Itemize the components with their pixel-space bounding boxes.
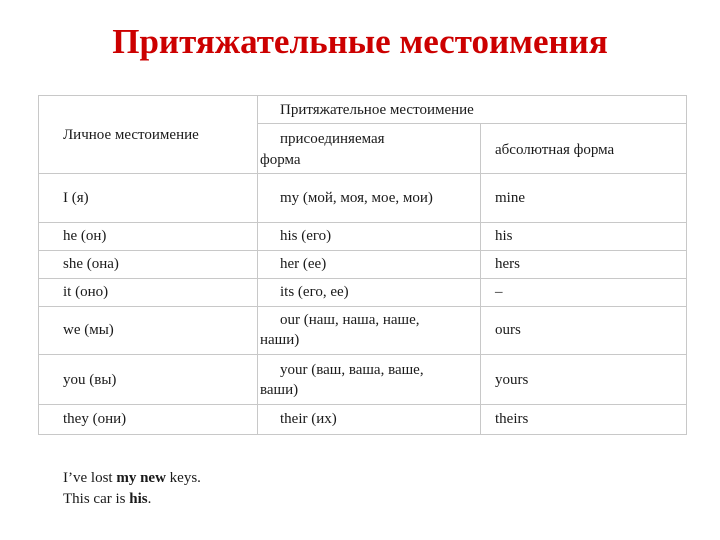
personal-pronoun-cell: you (вы): [63, 372, 117, 388]
column-divider: [257, 95, 258, 435]
row-divider: [38, 222, 687, 223]
absolute-form-cell: yours: [495, 372, 529, 388]
table-border-right: [686, 95, 687, 435]
header-attached-form: присоединяемая: [280, 131, 385, 147]
absolute-form-cell: hers: [495, 256, 520, 272]
column-divider: [480, 123, 481, 435]
row-divider: [38, 278, 687, 279]
row-divider: [38, 404, 687, 405]
table-border-bottom: [38, 434, 687, 435]
row-divider: [38, 306, 687, 307]
example-sentence: [63, 489, 151, 509]
row-divider: [38, 250, 687, 251]
table-border-top: [38, 95, 687, 96]
absolute-form-cell: theirs: [495, 411, 529, 427]
attached-form-cell: your (ваш, ваша, ваше,: [280, 362, 424, 378]
pronoun-table: [38, 95, 687, 435]
personal-pronoun-cell: they (они): [63, 411, 127, 427]
absolute-form-cell: ours: [495, 322, 521, 338]
example-text: .: [147, 491, 152, 507]
header-possessive-group: Притяжательное местоимение: [280, 102, 474, 118]
attached-form-cell: my (мой, моя, мое, мои): [280, 190, 433, 206]
attached-form-cell: his (его): [280, 228, 332, 244]
absolute-form-cell: his: [495, 228, 513, 244]
personal-pronoun-cell: we (мы): [63, 322, 114, 338]
attached-form-cell: its (его, ее): [280, 284, 349, 300]
example-text: I’ve lost: [63, 470, 117, 486]
attached-form-cell: her (ее): [280, 256, 327, 272]
row-divider: [38, 354, 687, 355]
attached-form-cell-line2: наши): [260, 332, 300, 348]
absolute-form-cell: mine: [495, 190, 525, 206]
header-personal-pronoun: Личное местоимение: [63, 127, 199, 143]
example-highlight: his: [129, 491, 148, 507]
personal-pronoun-cell: he (он): [63, 228, 107, 244]
attached-form-cell: our (наш, наша, наше,: [280, 312, 420, 328]
personal-pronoun-cell: I (я): [63, 190, 89, 206]
example-text: This car is: [63, 491, 130, 507]
header-attached-form-line2: форма: [260, 152, 301, 168]
row-divider: [38, 173, 687, 174]
page-title: Притяжательные местоимения: [112, 22, 608, 61]
example-text: keys.: [165, 470, 201, 486]
attached-form-cell: their (их): [280, 411, 337, 427]
personal-pronoun-cell: she (она): [63, 256, 119, 272]
example-highlight: my new: [116, 470, 166, 486]
header-absolute-form: абсолютная форма: [495, 142, 615, 158]
absolute-form-cell: –: [495, 284, 503, 300]
example-sentence: [63, 468, 201, 488]
table-border-left: [38, 95, 39, 435]
attached-form-cell-line2: ваши): [260, 382, 299, 398]
personal-pronoun-cell: it (оно): [63, 284, 109, 300]
header-divider: [257, 123, 687, 124]
